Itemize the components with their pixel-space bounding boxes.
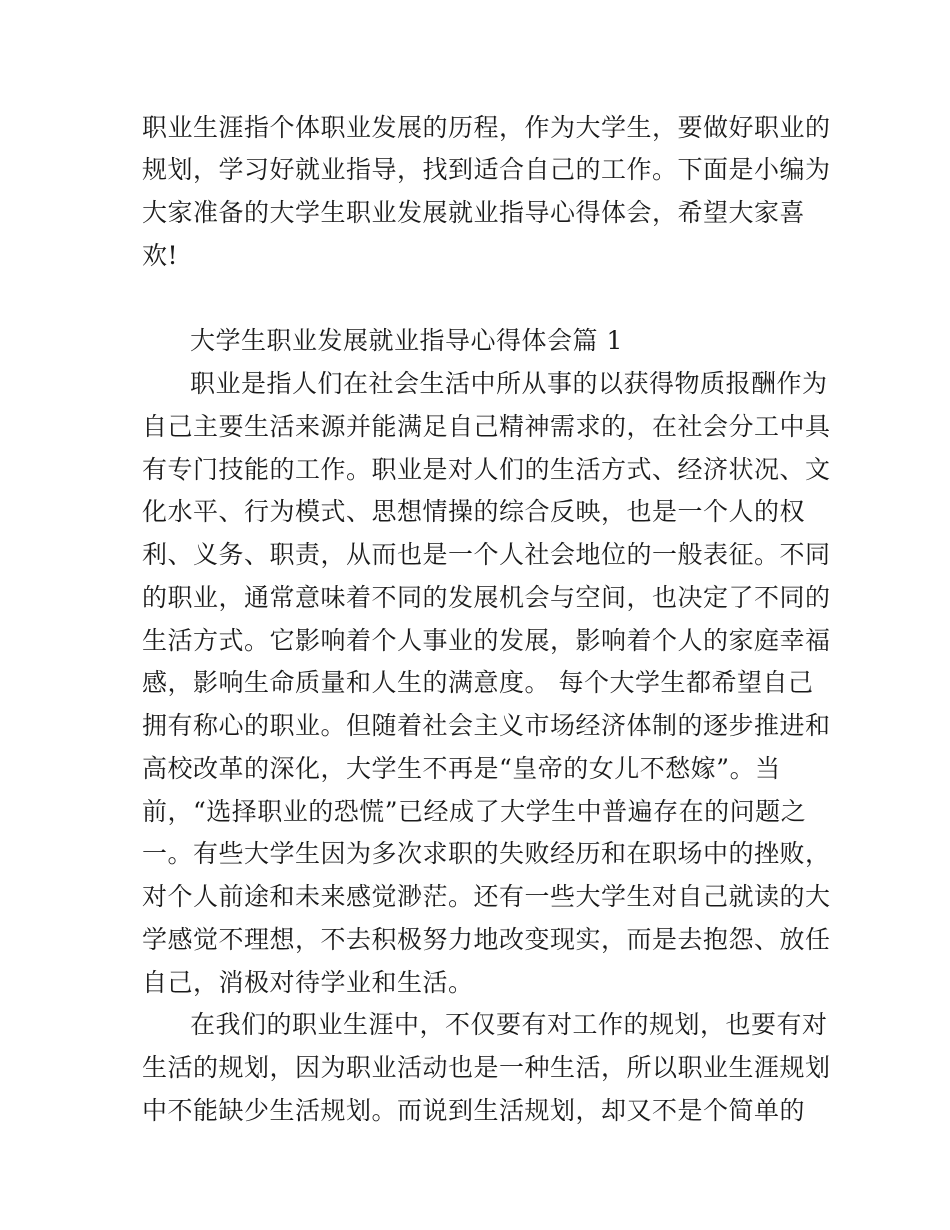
text-line: 职业生涯指个体职业发展的历程，作为大学生，要做好职业的 bbox=[142, 113, 831, 142]
text-line: 大家准备的大学生职业发展就业指导心得体会，希望大家喜 bbox=[142, 198, 806, 227]
text-line: 拥有称心的职业。但随着社会主义市场经济体制的逐步推进和 bbox=[142, 711, 831, 740]
text-line: 一。有些大学生因为多次求职的失败经历和在职场中的挫败， bbox=[142, 839, 831, 868]
text-line: 化水平、行为模式、思想情操的综合反映，也是一个人的权 bbox=[142, 497, 806, 526]
text-line: 生活方式。它影响着个人事业的发展，影响着个人的家庭幸福 bbox=[142, 626, 831, 655]
text-line: 职业是指人们在社会生活中所从事的以获得物质报酬作为 bbox=[190, 369, 828, 398]
text-line: 学感觉不理想，不去积极努力地改变现实，而是去抱怨、放任 bbox=[142, 925, 831, 954]
text-line: 中不能缺少生活规划。而说到生活规划，却又不是个简单的 bbox=[142, 1096, 806, 1125]
text-line: 高校改革的深化，大学生不再是“皇帝的女儿不愁嫁”。当 bbox=[142, 754, 781, 783]
text-line: 前，“选择职业的恐慌”已经成了大学生中普遍存在的问题之 bbox=[142, 797, 807, 826]
text-line: 自己主要生活来源并能满足自己精神需求的，在社会分工中具 bbox=[142, 412, 831, 441]
text-line: 感，影响生命质量和人生的满意度。 每个大学生都希望自己 bbox=[142, 668, 814, 697]
text-line: 在我们的职业生涯中，不仅要有对工作的规划，也要有对 bbox=[190, 1010, 828, 1039]
text-line: 自己，消极对待学业和生活。 bbox=[142, 968, 474, 997]
section-title: 大学生职业发展就业指导心得体会篇 1 bbox=[190, 326, 623, 355]
text-line: 有专门技能的工作。职业是对人们的生活方式、经济状况、文 bbox=[142, 455, 831, 484]
text-line: 规划，学习好就业指导，找到适合自己的工作。下面是小编为 bbox=[142, 155, 831, 184]
text-line: 欢! bbox=[142, 241, 179, 270]
text-line: 的职业，通常意味着不同的发展机会与空间，也决定了不同的 bbox=[142, 583, 831, 612]
text-line: 利、义务、职责，从而也是一个人社会地位的一般表征。不同 bbox=[142, 540, 831, 569]
text-line: 对个人前途和未来感觉渺茫。还有一些大学生对自己就读的大 bbox=[142, 882, 831, 911]
text-line: 生活的规划，因为职业活动也是一种生活，所以职业生涯规划 bbox=[142, 1053, 831, 1082]
